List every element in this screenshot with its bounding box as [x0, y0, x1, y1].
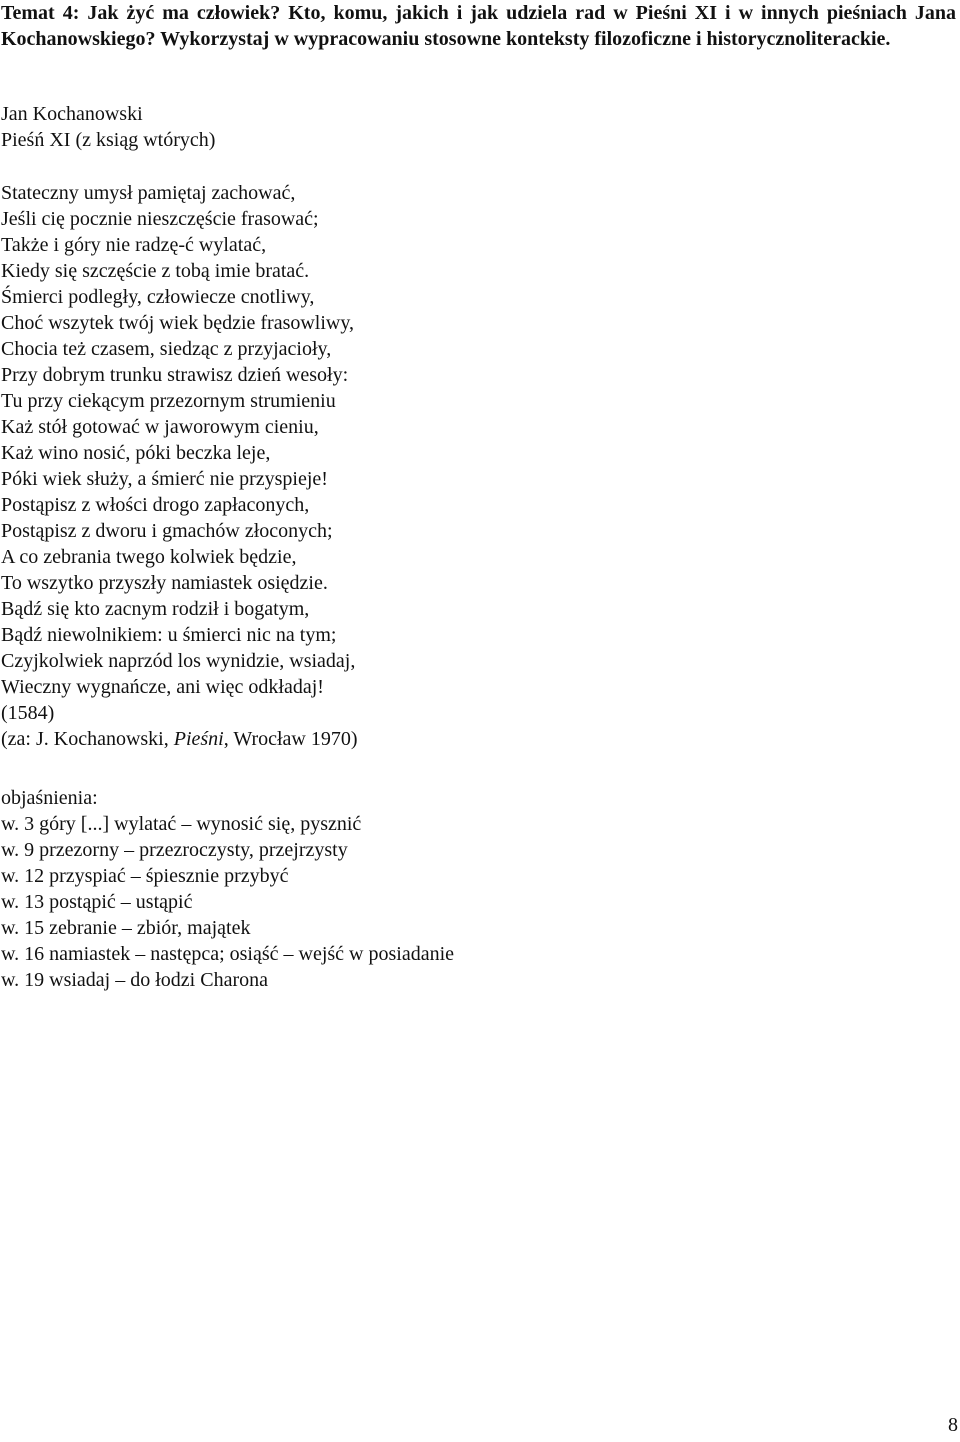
- note-item: w. 3 góry [...] wylatać – wynosić się, pysznić: [1, 813, 362, 835]
- poem-text: [1, 180, 358, 752]
- poem-header: [1, 101, 215, 153]
- poem-line: Choć wszytek twój wiek będzie frasowliwy,: [1, 312, 355, 334]
- poem-line: Śmierci podległy, człowiecze cnotliwy,: [1, 286, 315, 308]
- poem-line: Postąpisz z dworu i gmachów złoconych;: [1, 520, 333, 542]
- poem-line: Bądź się kto zacnym rodził i bogatym,: [1, 598, 310, 620]
- poem-line: Kiedy się szczęście z tobą imie bratać.: [1, 260, 310, 282]
- note-item: w. 15 zebranie – zbiór, majątek: [1, 917, 251, 939]
- poem-line: Tu przy ciekącym przezornym strumieniu: [1, 390, 336, 412]
- note-item: w. 19 wsiadaj – do łodzi Charona: [1, 969, 268, 991]
- notes-heading: objaśnienia:: [1, 787, 98, 809]
- source-prefix: (za: J. Kochanowski,: [1, 728, 174, 750]
- note-item: w. 9 przezorny – przezroczysty, przejrzysty: [1, 839, 348, 861]
- poem-line: Także i góry nie radzę-ć wylatać,: [1, 234, 267, 256]
- source-suffix: , Wrocław 1970): [223, 728, 358, 750]
- poem-author: Jan Kochanowski: [1, 103, 143, 125]
- poem-line: Każ stół gotować w jaworowym cieniu,: [1, 416, 319, 438]
- poem-line: To wszytko przyszły namiastek osiędzie.: [1, 572, 328, 594]
- note-item: w. 13 postąpić – ustąpić: [1, 891, 193, 913]
- poem-line: A co zebrania twego kolwiek będzie,: [1, 546, 297, 568]
- page-number: 8: [948, 1414, 958, 1436]
- poem-year: (1584): [1, 702, 55, 724]
- poem-line: Póki wiek służy, a śmierć nie przyspieje!: [1, 468, 328, 490]
- essay-topic: Temat 4: Jak żyć ma człowiek? Kto, komu, jakich i jak udziela rad w Pieśni XI i w innych pieśniach Jana Kochanowskiego? Wykorzystaj w wypracowaniu stosowne konteksty filozoficzne i historycznoliterackie.: [1, 2, 956, 50]
- note-item: w. 12 przyspiać – śpiesznie przybyć: [1, 865, 289, 887]
- poem-line: Czyjkolwiek naprzód los wynidzie, wsiadaj,: [1, 650, 356, 672]
- source-title: Pieśni: [173, 728, 224, 750]
- poem-line: Chocia też czasem, siedząc z przyjacioły,: [1, 338, 332, 360]
- poem-line: Postąpisz z włości drogo zapłaconych,: [1, 494, 310, 516]
- poem-line: Wieczny wygnańcze, ani więc odkładaj!: [1, 676, 324, 698]
- poem-line: Jeśli cię pocznie nieszczęście frasować;: [1, 208, 319, 230]
- poem-source: [1, 726, 358, 752]
- poem-line: Bądź niewolnikiem: u śmierci nic na tym;: [1, 624, 337, 646]
- note-item: w. 16 namiastek – następca; osiąść – wejść w posiadanie: [1, 943, 455, 965]
- poem-line: Każ wino nosić, póki beczka leje,: [1, 442, 271, 464]
- poem-line: Stateczny umysł pamiętaj zachować,: [1, 182, 296, 204]
- poem-line: Przy dobrym trunku strawisz dzień wesoły:: [1, 364, 349, 386]
- poem-title: Pieśń XI (z ksiąg wtórych): [1, 129, 216, 151]
- notes-section: [1, 785, 454, 993]
